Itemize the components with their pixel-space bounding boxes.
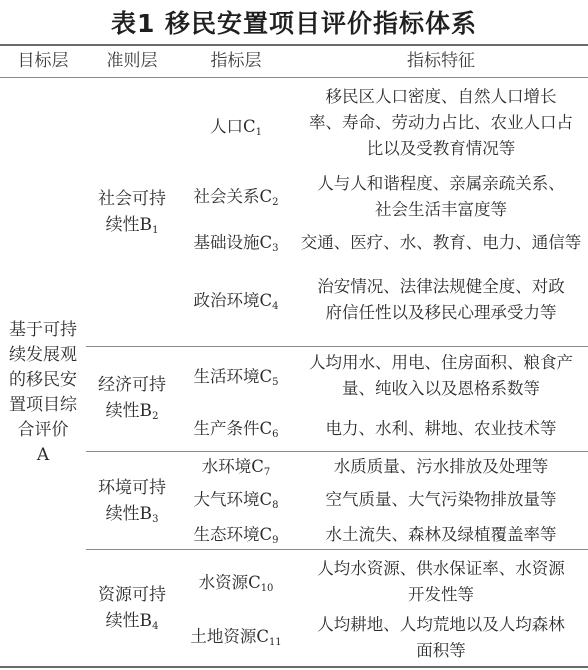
bottom-rule	[0, 666, 588, 668]
feature-line: 治安情况、法律法规健全度、对政	[317, 277, 565, 296]
criteria-line: 续性$B_1$	[105, 215, 159, 236]
header-criteria-layer: 准则层	[106, 51, 158, 71]
feature-line: 人均水资源、供水保证率、水资源	[317, 559, 565, 578]
criteria-line: 环境可持	[98, 478, 166, 498]
feature-line: 率、寿命、劳动力占比、农业人口占	[309, 113, 573, 132]
indicator-population: 人口$C_1$	[210, 117, 262, 138]
criteria-environment	[86, 475, 178, 533]
feature-political-environment	[294, 274, 588, 326]
indicator-political-environment: 政治环境$C_4$	[193, 291, 279, 312]
indicator-water-environment: 水环境$C_7$	[201, 457, 271, 478]
feature-line: 社会生活丰富度等	[375, 200, 507, 219]
feature-social-relations	[294, 171, 588, 223]
feature-line: 交通、医疗、水、教育、电力、通信等	[300, 233, 582, 252]
header-indicator-layer: 指标层	[210, 51, 262, 71]
feature-line: 水质质量、污水排放及处理等	[333, 457, 549, 476]
group-divider-2	[86, 451, 588, 452]
feature-line: 空气质量、大气污染物排放量等	[325, 490, 557, 509]
header-goal-layer: 目标层	[17, 51, 69, 71]
goal-cell	[0, 318, 86, 468]
goal-line: 基于可持	[9, 320, 77, 340]
header-rule	[0, 77, 588, 78]
goal-line: 的移民安	[9, 370, 77, 390]
feature-water-resources	[294, 556, 588, 608]
criteria-line: 续性$B_4$	[105, 611, 159, 632]
feature-water-environment	[294, 454, 588, 480]
header-indicator-features: 指标特征	[407, 51, 475, 71]
goal-line: 置项目综	[9, 395, 77, 415]
feature-land-resources	[294, 612, 588, 664]
table-title: 表1 移民安置项目评价指标体系	[110, 9, 478, 38]
feature-atmospheric-environment	[294, 487, 588, 513]
criteria-line: 续性$B_3$	[105, 504, 159, 525]
goal-line: 续发展观	[9, 345, 77, 365]
feature-line: 比以及受教育情况等	[366, 139, 516, 158]
criteria-line: 经济可持	[98, 375, 166, 395]
feature-production-conditions	[294, 416, 588, 442]
indicator-production-conditions: 生产条件$C_6$	[193, 419, 279, 440]
criteria-social	[86, 186, 178, 244]
criteria-resources	[86, 582, 178, 640]
goal-line: 合评价	[17, 420, 69, 440]
criteria-line: 续性$B_2$	[105, 401, 159, 422]
group-divider-3	[86, 549, 588, 550]
criteria-line: 社会可持	[98, 189, 166, 209]
feature-line: 开发性等	[408, 585, 474, 604]
feature-ecological-environment	[294, 522, 588, 548]
goal-line: A	[36, 445, 50, 465]
feature-line: 人与人和谐程度、亲属亲疏关系、	[317, 174, 565, 193]
feature-line: 面积等	[416, 641, 466, 660]
indicator-ecological-environment: 生态环境$C_9$	[193, 525, 279, 546]
group-divider-1	[86, 346, 588, 347]
indicator-living-environment: 生活环境$C_5$	[193, 367, 279, 388]
indicator-land-resources: 土地资源$C_{11}$	[190, 627, 282, 648]
criteria-line: 资源可持	[98, 585, 166, 605]
feature-line: 电力、水利、耕地、农业技术等	[325, 419, 557, 438]
feature-line: 量、纯收入以及恩格系数等	[342, 379, 540, 398]
indicator-water-resources: 水资源$C_{10}$	[198, 573, 274, 594]
indicator-atmospheric-environment: 大气环境$C_8$	[193, 490, 279, 511]
feature-infrastructure	[294, 230, 588, 256]
criteria-economic	[86, 372, 178, 430]
feature-line: 人均耕地、人均荒地以及人均森林	[317, 615, 565, 634]
feature-line: 府信任性以及移民心理承受力等	[325, 303, 557, 322]
feature-living-environment	[294, 350, 588, 402]
feature-line: 人均用水、用电、住房面积、粮食产	[309, 353, 573, 372]
feature-population	[294, 84, 588, 162]
indicator-infrastructure: 基础设施$C_3$	[193, 233, 279, 254]
indicator-social-relations: 社会关系$C_2$	[193, 187, 279, 208]
feature-line: 移民区人口密度、自然人口增长	[325, 87, 557, 106]
feature-line: 水土流失、森林及绿植覆盖率等	[325, 525, 557, 544]
